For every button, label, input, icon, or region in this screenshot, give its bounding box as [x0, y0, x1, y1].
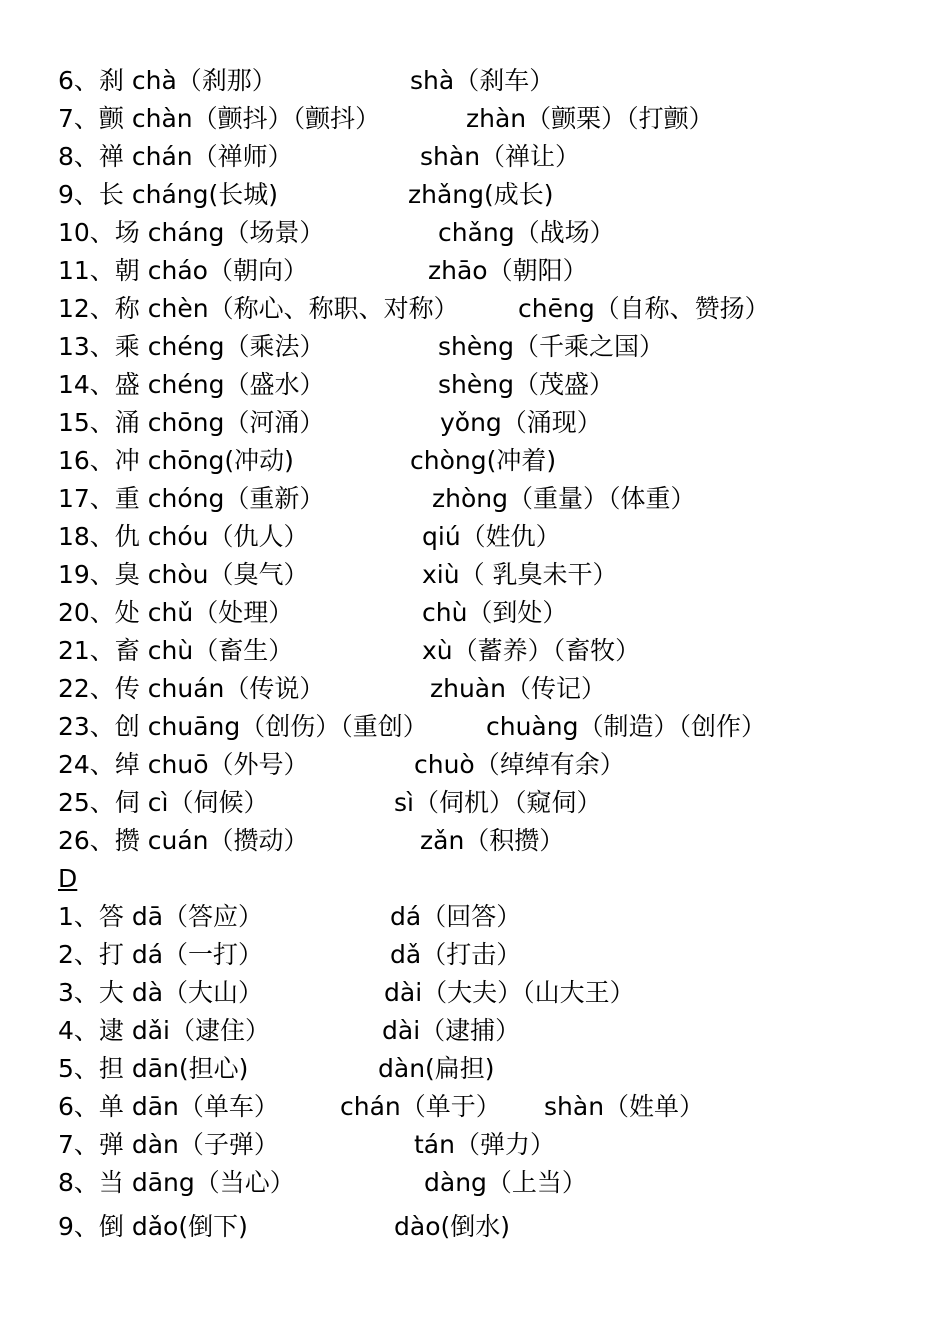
entry-primary: 8、禅 chán（禅师）	[58, 142, 293, 171]
entry-c-17	[58, 480, 938, 518]
entry-alternate: chán（单于）	[340, 1092, 501, 1121]
entry-c-26	[58, 822, 938, 860]
entry-alternate: zhòng（重量）（体重）	[432, 484, 696, 513]
entry-primary: 6、单 dān（单车）	[58, 1092, 279, 1121]
entry-c-7	[58, 100, 938, 138]
entry-primary: 13、乘 chéng（乘法）	[58, 332, 325, 361]
entry-c-8	[58, 138, 938, 176]
entry-c-11	[58, 252, 938, 290]
entry-c-13	[58, 328, 938, 366]
entry-c-21	[58, 632, 938, 670]
entry-primary: 24、绰 chuō（外号）	[58, 750, 309, 779]
entry-d-3	[58, 974, 938, 1012]
entry-alternate: dǎ（打击）	[390, 940, 522, 969]
entry-primary: 12、称 chèn（称心、称职、对称）	[58, 294, 459, 323]
entry-c-18	[58, 518, 938, 556]
entry-c-9	[58, 176, 938, 214]
entry-d-8	[58, 1164, 938, 1202]
entry-alternate: shàn（禅让）	[420, 142, 581, 171]
entry-c-19	[58, 556, 938, 594]
entry-alternate: xiù（ 乳臭未干）	[422, 560, 618, 589]
entry-alternate: shèng（茂盛）	[438, 370, 614, 399]
entry-d-7	[58, 1126, 938, 1164]
entry-alternate: yǒng（涌现）	[440, 408, 602, 437]
entry-alternate: dàng（上当）	[424, 1168, 587, 1197]
entry-c-15	[58, 404, 938, 442]
section-heading-d: D	[58, 864, 78, 893]
entry-alternate: chuò（绰绰有余）	[414, 750, 625, 779]
entry-c-23	[58, 708, 938, 746]
entry-alternate: dài（大夫）（山大王）	[384, 978, 635, 1007]
entry-alternate: zhuàn（传记）	[430, 674, 606, 703]
entry-primary: 22、传 chuán（传说）	[58, 674, 325, 703]
entry-primary: 1、答 dā（答应）	[58, 902, 264, 931]
entry-primary: 14、盛 chéng（盛水）	[58, 370, 325, 399]
entry-alternate: zhàn（颤栗）（打颤）	[466, 104, 714, 133]
entry-primary: 6、刹 chà（刹那）	[58, 66, 277, 95]
entry-d-5	[58, 1050, 938, 1088]
entry-primary: 4、逮 dǎi（逮住）	[58, 1016, 270, 1045]
entry-primary: 16、冲 chōng(冲动)	[58, 446, 294, 475]
entry-d-2	[58, 936, 938, 974]
entry-alternate: chēng（自称、赞扬）	[518, 294, 770, 323]
entry-d-9	[58, 1208, 938, 1246]
entry-primary: 7、颤 chàn（颤抖）（颤抖）	[58, 104, 381, 133]
entry-alternate-2: shàn（姓单）	[544, 1092, 705, 1121]
entry-primary: 25、伺 cì（伺候）	[58, 788, 269, 817]
entry-alternate: xù（蓄养）（畜牧）	[422, 636, 641, 665]
entry-primary: 19、臭 chòu（臭气）	[58, 560, 309, 589]
entry-alternate: dá（回答）	[390, 902, 522, 931]
entry-primary: 23、创 chuāng（创伤）（重创）	[58, 712, 428, 741]
entry-primary: 15、涌 chōng（河涌）	[58, 408, 325, 437]
entry-alternate: dàn(扁担)	[378, 1054, 495, 1083]
entry-alternate: chuàng（制造）（创作）	[486, 712, 766, 741]
entry-primary: 7、弹 dàn（子弹）	[58, 1130, 279, 1159]
entry-alternate: shà（刹车）	[410, 66, 555, 95]
entry-alternate: chǎng（战场）	[438, 218, 615, 247]
entry-alternate: chù（到处）	[422, 598, 568, 627]
entry-primary: 26、攒 cuán（攒动）	[58, 826, 309, 855]
entry-alternate: sì（伺机）（窥伺）	[394, 788, 602, 817]
document-page	[58, 62, 938, 1246]
entry-alternate: shèng（千乘之国）	[438, 332, 664, 361]
entry-alternate: tán（弹力）	[414, 1130, 555, 1159]
entry-c-6	[58, 62, 938, 100]
entry-alternate: chòng(冲着)	[410, 446, 557, 475]
entry-d-4	[58, 1012, 938, 1050]
entry-c-24	[58, 746, 938, 784]
entry-primary: 17、重 chóng（重新）	[58, 484, 325, 513]
entry-alternate: qiú（姓仇）	[422, 522, 561, 551]
entry-c-10	[58, 214, 938, 252]
entry-c-14	[58, 366, 938, 404]
entry-primary: 5、担 dān(担心)	[58, 1054, 249, 1083]
entry-alternate: dào(倒水)	[394, 1212, 510, 1241]
entry-primary: 21、畜 chù（畜生）	[58, 636, 294, 665]
entry-alternate: zǎn（积攒）	[420, 826, 565, 855]
entry-c-16	[58, 442, 938, 480]
entry-alternate: zhāo（朝阳）	[428, 256, 588, 285]
entry-d-1	[58, 898, 938, 936]
entry-c-22	[58, 670, 938, 708]
entry-primary: 8、当 dāng（当心）	[58, 1168, 295, 1197]
entry-primary: 9、倒 dǎo(倒下)	[58, 1212, 248, 1241]
entry-c-12	[58, 290, 938, 328]
entry-c-20	[58, 594, 938, 632]
entry-c-25	[58, 784, 938, 822]
entry-primary: 11、朝 cháo（朝向）	[58, 256, 308, 285]
entry-primary: 3、大 dà（大山）	[58, 978, 264, 1007]
entry-primary: 20、处 chǔ（处理）	[58, 598, 294, 627]
entry-primary: 2、打 dá（一打）	[58, 940, 264, 969]
entry-alternate: dài（逮捕）	[382, 1016, 521, 1045]
entry-primary: 9、长 cháng(长城)	[58, 180, 278, 209]
entry-alternate: zhǎng(成长)	[408, 180, 554, 209]
entry-d-6	[58, 1088, 938, 1126]
entry-primary: 10、场 cháng（场景）	[58, 218, 325, 247]
entry-primary: 18、仇 chóu（仇人）	[58, 522, 309, 551]
